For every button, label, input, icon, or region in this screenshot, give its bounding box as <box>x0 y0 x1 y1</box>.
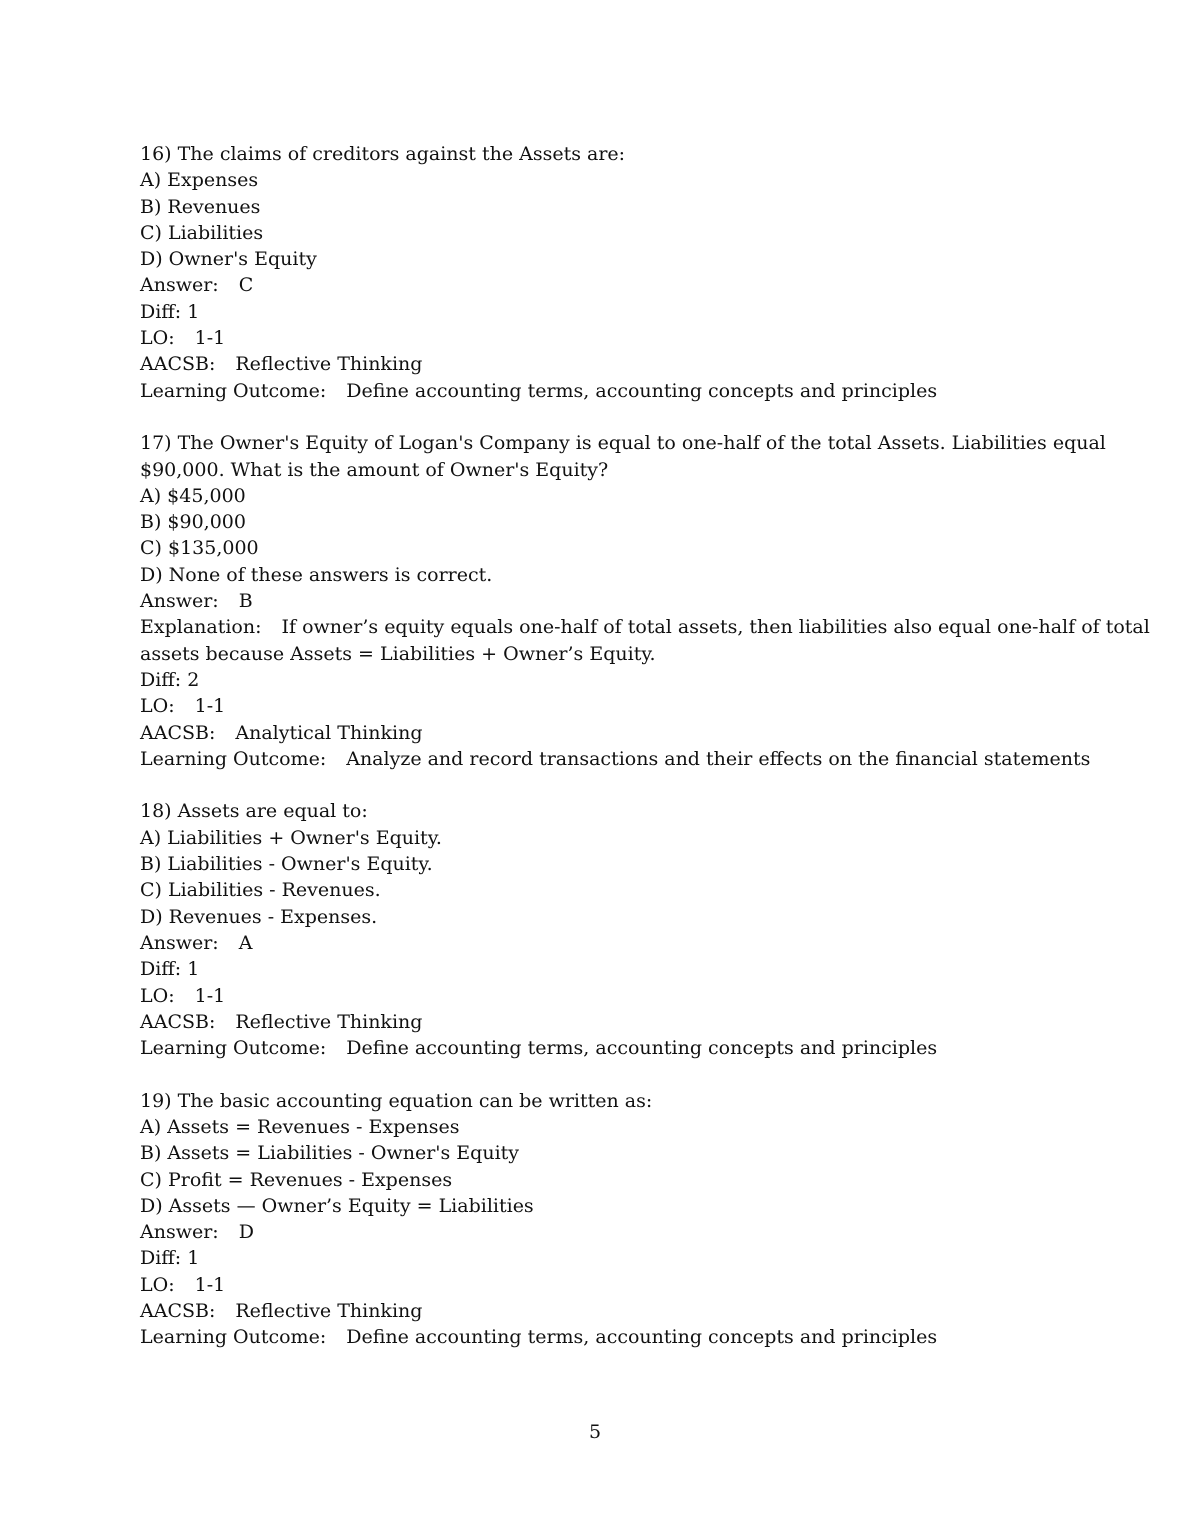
option-a: A) Assets = Revenues - Expenses <box>140 1115 460 1138</box>
option-d: D) None of these answers is correct. <box>140 563 493 586</box>
lo-line <box>140 325 1060 351</box>
explanation-label: Explanation: <box>140 616 262 639</box>
answer-label: Answer: <box>140 931 219 954</box>
lo-value: 1-1 <box>194 1273 226 1296</box>
explanation-text-1: If owner’s equity equals one-half of total assets, then liabilities also equal one-half of total <box>281 616 1150 639</box>
explanation-line-1 <box>140 614 1150 640</box>
aacsb-value: Reflective Thinking <box>235 353 423 376</box>
option-a: A) Liabilities + Owner's Equity. <box>140 826 442 849</box>
question-stem: 16) The claims of creditors against the Assets are: <box>140 143 626 165</box>
aacsb-label: AACSB: <box>140 721 216 744</box>
lo-line <box>140 983 1060 1009</box>
spacer <box>140 1061 1060 1087</box>
lo-value: 1-1 <box>194 695 226 718</box>
answer-line <box>140 588 1060 614</box>
lo-line <box>140 693 1060 719</box>
difficulty: Diff: 2 <box>140 668 200 691</box>
answer-label: Answer: <box>140 590 219 613</box>
option-c: C) $135,000 <box>140 537 259 560</box>
difficulty: Diff: 1 <box>140 300 200 323</box>
aacsb-line <box>140 1009 1060 1035</box>
answer-label: Answer: <box>140 1221 219 1244</box>
answer-line <box>140 1219 1060 1245</box>
question-stem-line-2: $90,000. What is the amount of Owner's Equity? <box>140 458 609 481</box>
learning-outcome-line <box>140 378 1060 404</box>
aacsb-value: Reflective Thinking <box>235 1010 423 1033</box>
explanation-line-2: assets because Assets = Liabilities + Owner’s Equity. <box>140 642 656 665</box>
aacsb-line <box>140 351 1060 377</box>
outcome-value: Analyze and record transactions and their effects on the financial statements <box>346 747 1091 770</box>
aacsb-label: AACSB: <box>140 1010 216 1033</box>
aacsb-label: AACSB: <box>140 1300 216 1323</box>
outcome-value: Define accounting terms, accounting concepts and principles <box>346 379 938 402</box>
option-a: A) Expenses <box>140 169 259 192</box>
question-17 <box>140 430 1150 772</box>
option-d: D) Revenues - Expenses. <box>140 905 378 928</box>
difficulty: Diff: 1 <box>140 1247 200 1270</box>
option-b: B) Assets = Liabilities - Owner's Equity <box>140 1142 520 1165</box>
outcome-label: Learning Outcome: <box>140 1037 327 1060</box>
lo-label: LO: <box>140 695 175 718</box>
lo-line <box>140 1272 1060 1298</box>
answer-label: Answer: <box>140 274 219 297</box>
aacsb-value: Reflective Thinking <box>235 1300 423 1323</box>
question-18 <box>140 798 1060 1061</box>
outcome-label: Learning Outcome: <box>140 1326 327 1349</box>
question-stem: 18) Assets are equal to: <box>140 800 368 823</box>
spacer <box>140 404 1060 430</box>
lo-value: 1-1 <box>194 327 226 350</box>
outcome-value: Define accounting terms, accounting concepts and principles <box>346 1037 938 1060</box>
option-b: B) Revenues <box>140 195 261 218</box>
question-stem-line-1: 17) The Owner's Equity of Logan's Company is equal to one-half of the total Assets. Liabilities equal <box>140 432 1106 455</box>
outcome-label: Learning Outcome: <box>140 747 327 770</box>
lo-label: LO: <box>140 984 175 1007</box>
question-19 <box>140 1088 1060 1351</box>
aacsb-line <box>140 720 1060 746</box>
option-c: C) Liabilities <box>140 221 264 244</box>
learning-outcome-line <box>140 1035 1060 1061</box>
learning-outcome-line <box>140 746 1091 772</box>
answer-value: D <box>238 1221 254 1244</box>
option-a: A) $45,000 <box>140 484 246 507</box>
option-d: D) Owner's Equity <box>140 248 317 271</box>
option-d: D) Assets — Owner’s Equity = Liabilities <box>140 1194 534 1217</box>
lo-value: 1-1 <box>194 984 226 1007</box>
spacer <box>140 772 1060 798</box>
page-number: 5 <box>588 1421 602 1443</box>
question-stem: 19) The basic accounting equation can be written as: <box>140 1089 653 1112</box>
answer-line <box>140 272 1060 298</box>
lo-label: LO: <box>140 327 175 350</box>
answer-value: B <box>238 590 253 613</box>
question-16 <box>140 141 1060 404</box>
option-b: B) $90,000 <box>140 511 246 534</box>
aacsb-line <box>140 1298 1060 1324</box>
option-c: C) Liabilities - Revenues. <box>140 879 381 902</box>
answer-line <box>140 930 1060 956</box>
option-c: C) Profit = Revenues - Expenses <box>140 1168 453 1191</box>
outcome-value: Define accounting terms, accounting concepts and principles <box>346 1326 938 1349</box>
document-page <box>140 141 1150 1351</box>
lo-label: LO: <box>140 1273 175 1296</box>
difficulty: Diff: 1 <box>140 958 200 981</box>
option-b: B) Liabilities - Owner's Equity. <box>140 853 433 876</box>
learning-outcome-line <box>140 1324 1060 1350</box>
answer-value: A <box>238 931 253 954</box>
outcome-label: Learning Outcome: <box>140 379 327 402</box>
aacsb-label: AACSB: <box>140 353 216 376</box>
aacsb-value: Analytical Thinking <box>235 721 423 744</box>
answer-value: C <box>238 274 254 297</box>
